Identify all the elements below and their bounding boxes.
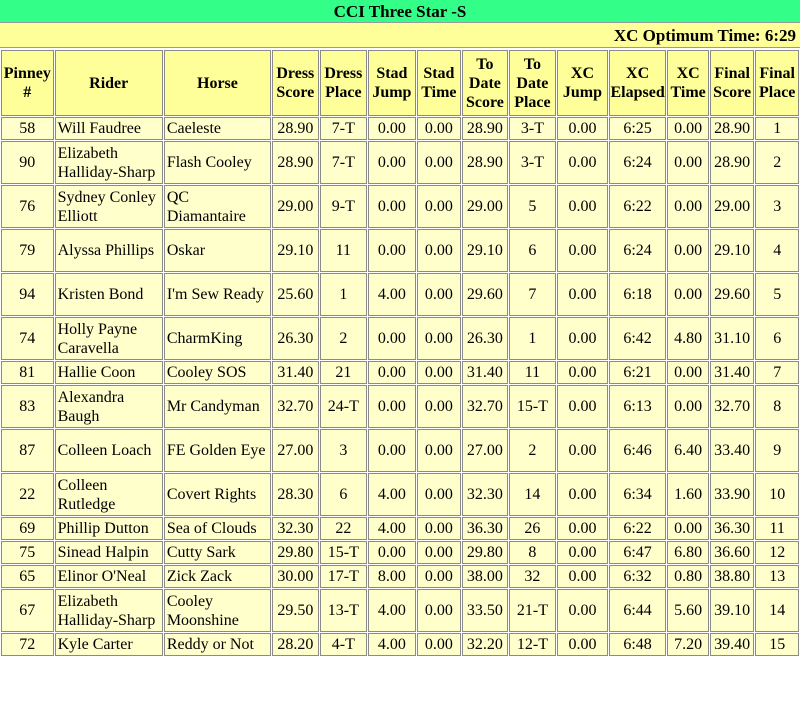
table-cell: 29.60 bbox=[710, 273, 755, 316]
table-cell: 72 bbox=[1, 633, 54, 656]
table-cell: 0.00 bbox=[667, 117, 708, 140]
table-cell: 29.80 bbox=[272, 541, 319, 564]
table-cell: 0.00 bbox=[417, 141, 462, 184]
table-cell: Mr Candyman bbox=[164, 385, 271, 428]
table-cell: 0.00 bbox=[417, 541, 462, 564]
table-cell: Phillip Dutton bbox=[55, 517, 163, 540]
table-cell: 0.00 bbox=[417, 473, 462, 516]
table-cell: Reddy or Not bbox=[164, 633, 271, 656]
table-row bbox=[1, 589, 799, 632]
table-cell: 8 bbox=[509, 541, 557, 564]
table-cell: 11 bbox=[755, 517, 799, 540]
table-cell: 0.00 bbox=[417, 429, 462, 472]
table-cell: 5 bbox=[755, 273, 799, 316]
table-cell: 0.00 bbox=[417, 517, 462, 540]
table-cell: 38.80 bbox=[710, 565, 755, 588]
table-cell: 29.80 bbox=[462, 541, 508, 564]
table-cell: 12-T bbox=[509, 633, 557, 656]
table-cell: 6.40 bbox=[667, 429, 708, 472]
table-cell: 0.00 bbox=[667, 517, 708, 540]
table-cell: 32.70 bbox=[462, 385, 508, 428]
table-cell: 94 bbox=[1, 273, 54, 316]
table-row bbox=[1, 117, 799, 140]
table-cell: 1.60 bbox=[667, 473, 708, 516]
table-cell: 28.30 bbox=[272, 473, 319, 516]
table-cell: Zick Zack bbox=[164, 565, 271, 588]
table-cell: 7-T bbox=[320, 117, 368, 140]
table-cell: 6:13 bbox=[609, 385, 667, 428]
table-cell: 7.20 bbox=[667, 633, 708, 656]
table-cell: 79 bbox=[1, 229, 54, 272]
table-cell: 90 bbox=[1, 141, 54, 184]
table-cell: Kristen Bond bbox=[55, 273, 163, 316]
table-cell: 29.60 bbox=[462, 273, 508, 316]
table-cell: 33.50 bbox=[462, 589, 508, 632]
column-header: To Date Place bbox=[509, 50, 557, 116]
table-cell: Cutty Sark bbox=[164, 541, 271, 564]
table-cell: 13 bbox=[755, 565, 799, 588]
table-cell: 81 bbox=[1, 361, 54, 384]
table-cell: 65 bbox=[1, 565, 54, 588]
table-cell: I'm Sew Ready bbox=[164, 273, 271, 316]
column-header: XC Time bbox=[667, 50, 708, 116]
table-cell: 6:44 bbox=[609, 589, 667, 632]
table-cell: 7 bbox=[755, 361, 799, 384]
table-row bbox=[1, 541, 799, 564]
table-cell: 28.90 bbox=[462, 141, 508, 184]
table-cell: 8 bbox=[755, 385, 799, 428]
table-row bbox=[1, 565, 799, 588]
table-cell: 3 bbox=[320, 429, 368, 472]
table-cell: 31.40 bbox=[462, 361, 508, 384]
table-cell: 83 bbox=[1, 385, 54, 428]
table-cell: 0.00 bbox=[667, 361, 708, 384]
table-cell: Caeleste bbox=[164, 117, 271, 140]
table-cell: 6:24 bbox=[609, 229, 667, 272]
table-cell: 36.60 bbox=[710, 541, 755, 564]
table-cell: 67 bbox=[1, 589, 54, 632]
table-cell: 0.00 bbox=[417, 317, 462, 360]
table-cell: 0.00 bbox=[557, 429, 608, 472]
table-cell: 29.10 bbox=[710, 229, 755, 272]
column-header: Final Place bbox=[755, 50, 799, 116]
table-cell: 17-T bbox=[320, 565, 368, 588]
table-cell: 69 bbox=[1, 517, 54, 540]
table-cell: 0.00 bbox=[417, 589, 462, 632]
table-cell: 6:18 bbox=[609, 273, 667, 316]
column-header: Pinney # bbox=[1, 50, 54, 116]
column-header: Stad Jump bbox=[368, 50, 416, 116]
table-cell: Hallie Coon bbox=[55, 361, 163, 384]
table-cell: 6 bbox=[755, 317, 799, 360]
table-cell: 15-T bbox=[509, 385, 557, 428]
table-cell: 31.40 bbox=[272, 361, 319, 384]
table-cell: 36.30 bbox=[710, 517, 755, 540]
table-cell: 39.10 bbox=[710, 589, 755, 632]
table-cell: 22 bbox=[320, 517, 368, 540]
table-cell: 31.40 bbox=[710, 361, 755, 384]
table-cell: 0.00 bbox=[368, 141, 416, 184]
column-header: Horse bbox=[164, 50, 271, 116]
results-table bbox=[0, 49, 800, 657]
table-cell: 0.00 bbox=[557, 141, 608, 184]
table-cell: 28.20 bbox=[272, 633, 319, 656]
table-cell: 0.00 bbox=[667, 385, 708, 428]
table-cell: 9-T bbox=[320, 185, 368, 228]
table-cell: 4.00 bbox=[368, 473, 416, 516]
table-cell: 33.90 bbox=[710, 473, 755, 516]
table-body bbox=[1, 117, 799, 656]
table-cell: 7 bbox=[509, 273, 557, 316]
table-cell: 29.10 bbox=[462, 229, 508, 272]
table-cell: 0.00 bbox=[368, 117, 416, 140]
table-cell: 0.00 bbox=[417, 565, 462, 588]
table-cell: 0.00 bbox=[417, 117, 462, 140]
table-cell: Flash Cooley bbox=[164, 141, 271, 184]
table-cell: FE Golden Eye bbox=[164, 429, 271, 472]
table-cell: 29.50 bbox=[272, 589, 319, 632]
table-cell: 5 bbox=[509, 185, 557, 228]
table-cell: 26.30 bbox=[462, 317, 508, 360]
table-cell: 10 bbox=[755, 473, 799, 516]
table-cell: 32.20 bbox=[462, 633, 508, 656]
table-cell: 21 bbox=[320, 361, 368, 384]
table-cell: 36.30 bbox=[462, 517, 508, 540]
table-cell: 4.00 bbox=[368, 589, 416, 632]
table-cell: 11 bbox=[509, 361, 557, 384]
table-cell: 0.00 bbox=[557, 385, 608, 428]
table-cell: 6:46 bbox=[609, 429, 667, 472]
table-cell: 32.70 bbox=[272, 385, 319, 428]
table-cell: 0.00 bbox=[557, 361, 608, 384]
column-header: XC Jump bbox=[557, 50, 608, 116]
table-cell: 0.00 bbox=[557, 589, 608, 632]
table-cell: 0.00 bbox=[557, 117, 608, 140]
table-cell: 2 bbox=[320, 317, 368, 360]
table-cell: Alyssa Phillips bbox=[55, 229, 163, 272]
table-cell: 0.00 bbox=[557, 317, 608, 360]
table-cell: Sinead Halpin bbox=[55, 541, 163, 564]
table-cell: 0.00 bbox=[368, 385, 416, 428]
table-row bbox=[1, 429, 799, 472]
table-cell: 6:22 bbox=[609, 517, 667, 540]
table-cell: 12 bbox=[755, 541, 799, 564]
table-cell: 29.00 bbox=[272, 185, 319, 228]
table-cell: Colleen Loach bbox=[55, 429, 163, 472]
table-row bbox=[1, 229, 799, 272]
table-cell: 0.00 bbox=[417, 185, 462, 228]
table-cell: 30.00 bbox=[272, 565, 319, 588]
table-cell: 0.00 bbox=[368, 185, 416, 228]
table-cell: 6:34 bbox=[609, 473, 667, 516]
table-cell: 38.00 bbox=[462, 565, 508, 588]
table-cell: Cooley SOS bbox=[164, 361, 271, 384]
table-cell: 6:22 bbox=[609, 185, 667, 228]
table-cell: 32.70 bbox=[710, 385, 755, 428]
table-cell: 11 bbox=[320, 229, 368, 272]
table-cell: 1 bbox=[509, 317, 557, 360]
table-cell: 0.00 bbox=[557, 565, 608, 588]
table-cell: 1 bbox=[320, 273, 368, 316]
table-cell: 6:32 bbox=[609, 565, 667, 588]
table-cell: 0.00 bbox=[667, 229, 708, 272]
table-cell: 0.80 bbox=[667, 565, 708, 588]
table-cell: 24-T bbox=[320, 385, 368, 428]
table-cell: 1 bbox=[755, 117, 799, 140]
table-cell: 2 bbox=[755, 141, 799, 184]
table-cell: QC Diamantaire bbox=[164, 185, 271, 228]
table-cell: 15-T bbox=[320, 541, 368, 564]
table-cell: Alexandra Baugh bbox=[55, 385, 163, 428]
table-cell: 6:42 bbox=[609, 317, 667, 360]
table-cell: 9 bbox=[755, 429, 799, 472]
table-cell: 0.00 bbox=[557, 229, 608, 272]
table-cell: 27.00 bbox=[462, 429, 508, 472]
table-cell: 0.00 bbox=[417, 633, 462, 656]
table-cell: 6:47 bbox=[609, 541, 667, 564]
table-cell: Elizabeth Halliday-Sharp bbox=[55, 589, 163, 632]
table-cell: Holly Payne Caravella bbox=[55, 317, 163, 360]
table-cell: 28.90 bbox=[710, 117, 755, 140]
table-cell: 3-T bbox=[509, 117, 557, 140]
table-cell: 0.00 bbox=[667, 273, 708, 316]
column-header: To Date Score bbox=[462, 50, 508, 116]
table-cell: 6:48 bbox=[609, 633, 667, 656]
table-cell: 4.00 bbox=[368, 517, 416, 540]
table-cell: Covert Rights bbox=[164, 473, 271, 516]
table-cell: 0.00 bbox=[417, 385, 462, 428]
table-cell: 4 bbox=[755, 229, 799, 272]
table-cell: 0.00 bbox=[557, 473, 608, 516]
table-cell: 32 bbox=[509, 565, 557, 588]
table-cell: 58 bbox=[1, 117, 54, 140]
table-cell: Elinor O'Neal bbox=[55, 565, 163, 588]
table-cell: 76 bbox=[1, 185, 54, 228]
table-cell: 87 bbox=[1, 429, 54, 472]
table-cell: 0.00 bbox=[368, 361, 416, 384]
table-cell: 0.00 bbox=[557, 541, 608, 564]
table-cell: 0.00 bbox=[557, 185, 608, 228]
table-cell: 3-T bbox=[509, 141, 557, 184]
table-cell: 8.00 bbox=[368, 565, 416, 588]
table-cell: 0.00 bbox=[368, 229, 416, 272]
table-cell: 0.00 bbox=[667, 185, 708, 228]
table-cell: 0.00 bbox=[557, 273, 608, 316]
table-row bbox=[1, 361, 799, 384]
table-row bbox=[1, 517, 799, 540]
table-cell: 32.30 bbox=[462, 473, 508, 516]
table-cell: 28.90 bbox=[462, 117, 508, 140]
table-cell: 26 bbox=[509, 517, 557, 540]
table-cell: Cooley Moonshine bbox=[164, 589, 271, 632]
table-cell: 2 bbox=[509, 429, 557, 472]
table-cell: 33.40 bbox=[710, 429, 755, 472]
table-cell: 0.00 bbox=[417, 273, 462, 316]
table-cell: 4-T bbox=[320, 633, 368, 656]
column-header: Rider bbox=[55, 50, 163, 116]
table-cell: 0.00 bbox=[557, 633, 608, 656]
table-cell: 21-T bbox=[509, 589, 557, 632]
table-cell: 29.10 bbox=[272, 229, 319, 272]
table-cell: 6:24 bbox=[609, 141, 667, 184]
table-row bbox=[1, 473, 799, 516]
table-cell: 39.40 bbox=[710, 633, 755, 656]
table-cell: 4.80 bbox=[667, 317, 708, 360]
table-cell: 28.90 bbox=[710, 141, 755, 184]
column-header: Dress Score bbox=[272, 50, 319, 116]
table-row bbox=[1, 185, 799, 228]
table-cell: 0.00 bbox=[557, 517, 608, 540]
table-cell: 28.90 bbox=[272, 117, 319, 140]
table-cell: 0.00 bbox=[667, 141, 708, 184]
table-cell: Sea of Clouds bbox=[164, 517, 271, 540]
column-header: Final Score bbox=[710, 50, 755, 116]
table-cell: 0.00 bbox=[368, 317, 416, 360]
table-cell: 74 bbox=[1, 317, 54, 360]
table-cell: 4.00 bbox=[368, 273, 416, 316]
table-row bbox=[1, 633, 799, 656]
page-title: CCI Three Star -S bbox=[0, 0, 800, 23]
table-cell: 27.00 bbox=[272, 429, 319, 472]
table-cell: 29.00 bbox=[462, 185, 508, 228]
table-cell: 0.00 bbox=[368, 541, 416, 564]
table-cell: 3 bbox=[755, 185, 799, 228]
table-cell: 22 bbox=[1, 473, 54, 516]
table-cell: 26.30 bbox=[272, 317, 319, 360]
table-cell: 25.60 bbox=[272, 273, 319, 316]
table-cell: 6:21 bbox=[609, 361, 667, 384]
table-cell: 29.00 bbox=[710, 185, 755, 228]
table-cell: 14 bbox=[509, 473, 557, 516]
table-cell: 7-T bbox=[320, 141, 368, 184]
table-cell: 6:25 bbox=[609, 117, 667, 140]
table-header-row bbox=[1, 50, 799, 116]
table-row bbox=[1, 273, 799, 316]
table-cell: 0.00 bbox=[368, 429, 416, 472]
table-cell: 31.10 bbox=[710, 317, 755, 360]
table-cell: 0.00 bbox=[417, 229, 462, 272]
table-row bbox=[1, 141, 799, 184]
table-cell: 28.90 bbox=[272, 141, 319, 184]
table-cell: 6 bbox=[320, 473, 368, 516]
table-cell: Sydney Conley Elliott bbox=[55, 185, 163, 228]
table-cell: 14 bbox=[755, 589, 799, 632]
table-cell: Oskar bbox=[164, 229, 271, 272]
table-cell: 4.00 bbox=[368, 633, 416, 656]
table-cell: 75 bbox=[1, 541, 54, 564]
table-cell: 6 bbox=[509, 229, 557, 272]
table-cell: 32.30 bbox=[272, 517, 319, 540]
table-row bbox=[1, 385, 799, 428]
column-header: XC Elapsed bbox=[609, 50, 667, 116]
table-row bbox=[1, 317, 799, 360]
table-cell: 15 bbox=[755, 633, 799, 656]
table-cell: Colleen Rutledge bbox=[55, 473, 163, 516]
table-cell: CharmKing bbox=[164, 317, 271, 360]
table-cell: Elizabeth Halliday-Sharp bbox=[55, 141, 163, 184]
table-cell: 0.00 bbox=[417, 361, 462, 384]
table-cell: Will Faudree bbox=[55, 117, 163, 140]
column-header: Dress Place bbox=[320, 50, 368, 116]
table-cell: 13-T bbox=[320, 589, 368, 632]
table-cell: Kyle Carter bbox=[55, 633, 163, 656]
table-cell: 5.60 bbox=[667, 589, 708, 632]
xc-optimum-time: XC Optimum Time: 6:29 bbox=[0, 23, 800, 48]
column-header: Stad Time bbox=[417, 50, 462, 116]
table-cell: 6.80 bbox=[667, 541, 708, 564]
